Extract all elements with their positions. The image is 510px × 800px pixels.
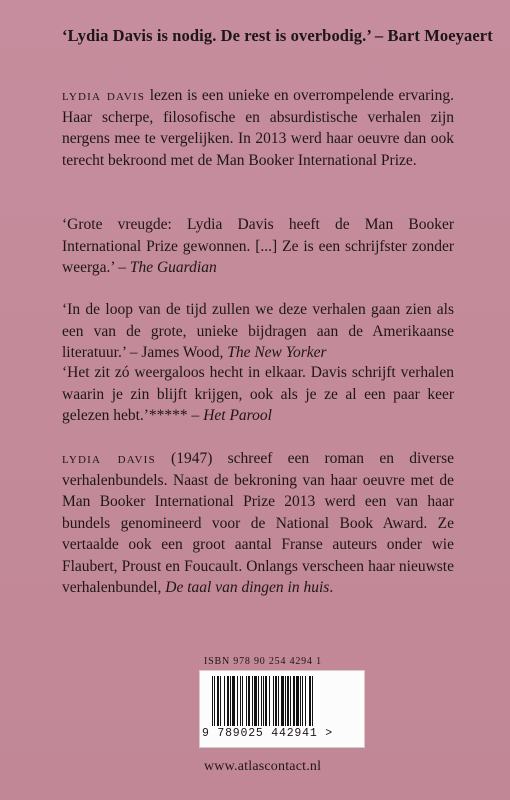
barcode-bar <box>300 676 301 726</box>
barcode-bar <box>261 676 262 726</box>
barcode-bar <box>309 676 311 726</box>
barcode-bar <box>242 676 243 726</box>
barcode-bar <box>285 676 286 726</box>
barcode-bar <box>240 676 241 726</box>
quote-source: The Guardian <box>129 259 217 276</box>
barcode-bar <box>293 676 295 726</box>
barcode-bar <box>269 676 270 726</box>
barcode-bar <box>312 676 313 726</box>
isbn-label: ISBN 978 90 254 4294 1 <box>204 656 322 667</box>
barcode-bar <box>302 676 303 726</box>
barcode-bars <box>212 676 352 726</box>
quote-text: ‘In de loop van de tijd zullen we deze verhalen gaan zien als een van de grote, unieke bijdragen aan de Amerikaanse literatuur.’ – <box>62 301 454 361</box>
review-quote-parool <box>62 362 454 427</box>
barcode-bar <box>230 676 231 726</box>
author-name: lydia davis <box>62 450 156 467</box>
intro-paragraph <box>62 85 454 171</box>
barcode-bar <box>217 676 219 726</box>
barcode-bar <box>248 676 250 726</box>
barcode-bar <box>273 676 274 726</box>
barcode-bar <box>214 676 215 726</box>
headline-quote: ‘Lydia Davis is nodig. De rest is overbodig.’ – Bart Moeyaert <box>62 26 493 45</box>
barcode-bar <box>290 676 291 726</box>
barcode-bar <box>246 676 247 726</box>
review-quote-new-yorker <box>62 299 454 364</box>
intro-text: lezen is een unieke en overrompelende ervaring. Haar scherpe, filosofische en absurdistische verhalen zijn nergens mee te vergelijken. In 2013 werd haar oeuvre dan ook terecht bekroond met de Man Booker International Prize. <box>62 87 454 169</box>
barcode-bar <box>278 676 279 726</box>
barcode-bar <box>296 676 299 726</box>
barcode-bar <box>265 676 267 726</box>
barcode-bar <box>220 676 221 726</box>
barcode-bar <box>237 676 238 726</box>
quote-text: ‘Het zit zó weergaloos hecht in elkaar. Davis schrijft verhalen waarin je zin blijft krijgen, ook als je ze al een paar keer gelezen hebt.’***** – <box>62 364 454 424</box>
barcode-bar <box>252 676 253 726</box>
barcode-bar <box>281 676 284 726</box>
author-bio <box>62 448 454 599</box>
barcode-bar <box>258 676 259 726</box>
book-title: De taal van dingen in huis <box>165 579 330 596</box>
barcode-bar <box>224 676 225 726</box>
barcode <box>199 670 365 748</box>
barcode-bar <box>263 676 264 726</box>
barcode-bar <box>275 676 277 726</box>
quote-source-author: James Wood, <box>141 344 228 361</box>
barcode-bar <box>227 676 229 726</box>
bio-text: (1947) schreef een roman en diverse verhalenbundels. Naast de bekroning van haar oeuvre met de Man Booker International Prize 2013 werd een van haar bundels genomineerd voor de National Book Award. Ze vertaalde ook een groot aantal Franse auteurs onder wie Flaubert, Proust en Foucault. Onlangs verscheen haar nieuwste verhalenbundel, <box>62 450 454 596</box>
barcode-bar <box>287 676 289 726</box>
barcode-bar <box>232 676 235 726</box>
publisher-website: www.atlascontact.nl <box>204 759 322 774</box>
author-name: lydia davis <box>62 87 146 104</box>
barcode-bar <box>305 676 306 726</box>
quote-source: The New Yorker <box>227 344 327 361</box>
barcode-digits: 9 789025 442941 > <box>202 727 333 740</box>
bio-end: . <box>329 579 334 596</box>
barcode-bar <box>254 676 257 726</box>
quote-source: Het Parool <box>203 407 272 424</box>
quote-text: ‘Grote vreugde: Lydia Davis heeft de Man Booker International Prize gewonnen. [...] Ze is een schrijfster zonder weerga.’ – <box>62 216 454 276</box>
barcode-bar <box>212 676 213 726</box>
review-quote-guardian <box>62 214 454 279</box>
